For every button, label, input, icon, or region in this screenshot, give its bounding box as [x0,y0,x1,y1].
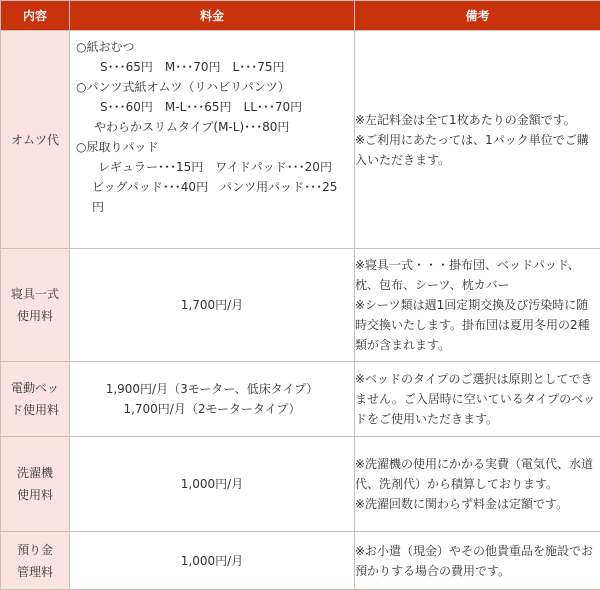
note-text: ※洗濯機の使用にかかる実費（電気代、水道代、洗剤代）から積算しております。 [355,457,594,491]
note-text: ※ご利用にあたっては、1パック単位でご購入いただきます。 [355,132,589,167]
note-text: ※左記料金は全て1枚あたりの金額です。 [355,112,576,127]
row-note-bedding [355,249,600,362]
note-text: ※寝具一式・・・掛布団、ベッドパッド、枕、包布、シーツ、枕カバー [355,258,580,292]
fee-line: ○パンツ式紙オムツ（リハビリパンツ） [76,80,290,94]
row-note-deposit [355,532,600,590]
label-line: 電動ベッ [10,381,59,395]
row-fee-deposit: 1,000円/月 [70,532,355,590]
row-label-deposit [1,532,70,590]
fee-line: ○紙おむつ [76,40,135,54]
label-line: 使用料 [16,488,53,502]
table-row-electric-bed [1,362,600,437]
table-row-washing-machine [1,437,600,532]
row-note-washing-machine [355,437,600,532]
note-text: ※シーツ類は週1回定期交換及び汚染時に随時交換いたします。掛布団は夏用冬用の2種類が含まれます。 [355,298,590,352]
row-label-bedding [1,249,70,362]
fee-line: S･･･65円 M･･･70円 L･･･75円 [100,60,285,74]
fee-line: S･･･60円 M-L･･･65円 LL･･･70円 [100,100,303,114]
fee-line: ○尿取りパッド [76,140,159,154]
label-line: 管理料 [16,564,53,579]
note-text: ※洗濯回数に関わらず料金は定額です。 [355,497,569,511]
label-line: 使用料 [16,309,53,323]
row-fee-diapers [70,31,355,249]
fee-line: 1,700円/月（2モータータイプ） [123,402,301,416]
row-note-electric-bed [355,362,600,437]
label-line: ド使用料 [10,403,59,417]
row-label-electric-bed [1,362,70,437]
label-line: 洗濯機 [16,466,53,480]
label-line: 預り金 [16,542,53,557]
header-content: 内容 [1,1,70,31]
note-text: ※ベッドのタイプのご選択は原則としてできません。ご入居時に空いているタイプのベッドをご使用いただきます。 [355,372,596,426]
row-fee-bedding: 1,700円/月 [70,249,355,362]
table-row-bedding [1,249,600,362]
fee-line: レギュラー･･･15円 ワイドパッド･･･20円 [98,160,332,174]
fee-line: 1,900円/月（3モーター、低床タイプ） [105,382,319,396]
fee-line: ビッグパッド･･･40円 パンツ用パッド･･･25円 [92,180,338,214]
header-remarks: 備考 [355,1,600,31]
row-label-diapers: オムツ代 [1,31,70,249]
note-text: ※お小遣（現金）やその他貴重品を施設でお預かりする場合の費用です。 [355,543,594,578]
table-header-row [1,1,600,31]
table-row-deposit [1,532,600,590]
row-label-washing-machine [1,437,70,532]
fee-line: やわらかスリムタイプ(M-L)･･･80円 [94,120,290,134]
table-row-diapers [1,31,600,249]
row-fee-washing-machine: 1,000円/月 [70,437,355,532]
row-fee-electric-bed [70,362,355,437]
row-note-diapers [355,31,600,249]
header-fee: 料金 [70,1,355,31]
label-line: 寝具一式 [10,287,59,301]
